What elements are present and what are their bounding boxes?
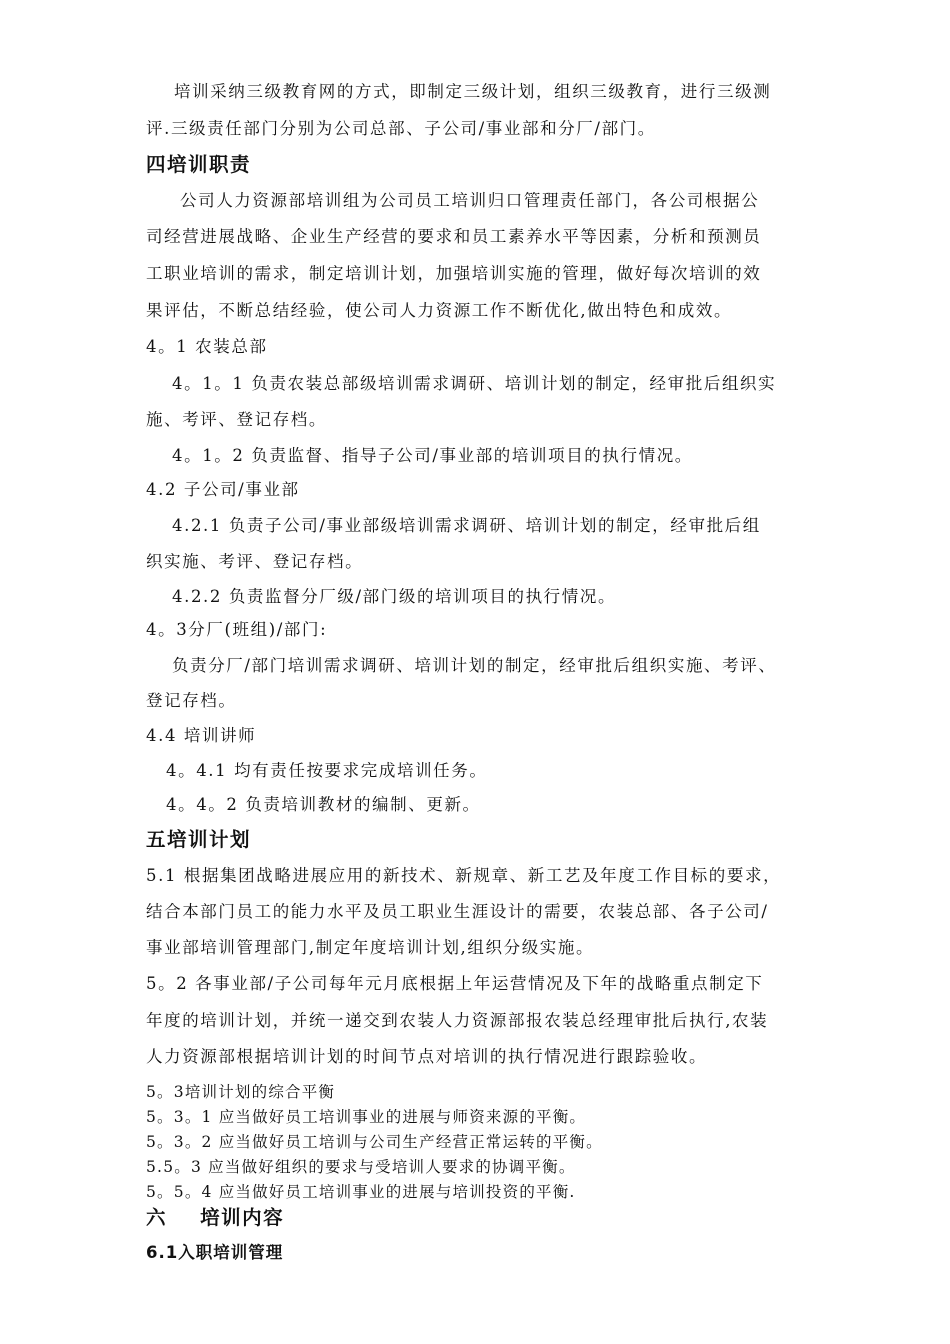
section-heading-5: 五培训计划 — [146, 828, 252, 851]
list-item: 4。1。1 负责农装总部级培训需求调研、培训计划的制定，经审批后组织实 — [172, 374, 777, 393]
subsection-heading-4-3: 4。3分厂(班组)/部门: — [146, 620, 328, 639]
paragraph-line: 培训采纳三级教育网的方式，即制定三级计划，组织三级教育，进行三级测 — [174, 82, 772, 101]
list-item: 4。4.1 均有责任按要求完成培训任务。 — [166, 761, 488, 780]
paragraph-line: 结合本部门员工的能力水平及员工职业生涯设计的需要，农装总部、各子公司/ — [146, 902, 769, 921]
list-item: 5。3。1 应当做好员工培训事业的进展与师资来源的平衡。 — [146, 1108, 587, 1126]
paragraph-line: 负责分厂/部门培训需求调研、培训计划的制定，经审批后组织实施、考评、 — [172, 656, 777, 675]
paragraph-line: 5.1 根据集团战略进展应用的新技术、新规章、新工艺及年度工作目标的要求， — [146, 866, 782, 885]
list-item-continuation: 施、考评、登记存档。 — [146, 410, 327, 429]
paragraph-line: 司经营进展战略、企业生产经营的要求和员工素养水平等因素，分析和预测员 — [146, 227, 762, 246]
list-item: 4.2.1 负责子公司/事业部级培训需求调研、培训计划的制定，经审批后组 — [172, 516, 761, 535]
list-item: 5。5。4 应当做好员工培训事业的进展与培训投资的平衡. — [146, 1183, 576, 1201]
subsection-heading-4-4: 4.4 培训讲师 — [146, 726, 257, 745]
paragraph-line: 登记存档。 — [146, 691, 237, 710]
subsection-heading-4-2: 4.2 子公司/事业部 — [146, 480, 300, 499]
list-item: 4.2.2 负责监督分厂级/部门级的培训项目的执行情况。 — [172, 587, 617, 606]
section-heading-6: 六 培训内容 — [146, 1206, 285, 1229]
paragraph-line: 事业部培训管理部门,制定年度培训计划,组织分级实施。 — [146, 938, 595, 957]
paragraph-line: 人力资源部根据培训计划的时间节点对培训的执行情况进行跟踪验收。 — [146, 1047, 708, 1066]
subsection-heading-4-1: 4。1 农装总部 — [146, 337, 268, 356]
paragraph-line: 5。3培训计划的综合平衡 — [146, 1083, 336, 1101]
subsection-heading-6-1: 6.1入职培训管理 — [146, 1243, 284, 1262]
list-item-continuation: 织实施、考评、登记存档。 — [146, 552, 364, 571]
paragraph-line: 公司人力资源部培训组为公司员工培训归口管理责任部门，各公司根据公 — [180, 191, 760, 210]
paragraph-line: 5。2 各事业部/子公司每年元月底根据上年运营情况及下年的战略重点制定下 — [146, 974, 764, 993]
paragraph-line: 果评估，不断总结经验，使公司人力资源工作不断优化,做出特色和成效。 — [146, 301, 733, 320]
paragraph-line: 年度的培训计划，并统一递交到农装人力资源部报农装总经理审批后执行,农装 — [146, 1011, 769, 1030]
list-item: 4。4。2 负责培训教材的编制、更新。 — [166, 795, 481, 814]
list-item: 5.5。3 应当做好组织的要求与受培训人要求的协调平衡。 — [146, 1158, 576, 1176]
paragraph-line: 评.三级责任部门分别为公司总部、子公司/事业部和分厂/部门。 — [146, 119, 656, 138]
list-item: 5。3。2 应当做好员工培训与公司生产经营正常运转的平衡。 — [146, 1133, 603, 1151]
section-heading-4: 四培训职责 — [146, 153, 252, 176]
paragraph-line: 工职业培训的需求，制定培训计划，加强培训实施的管理，做好每次培训的效 — [146, 264, 762, 283]
list-item: 4。1。2 负责监督、指导子公司/事业部的培训项目的执行情况。 — [172, 446, 693, 465]
